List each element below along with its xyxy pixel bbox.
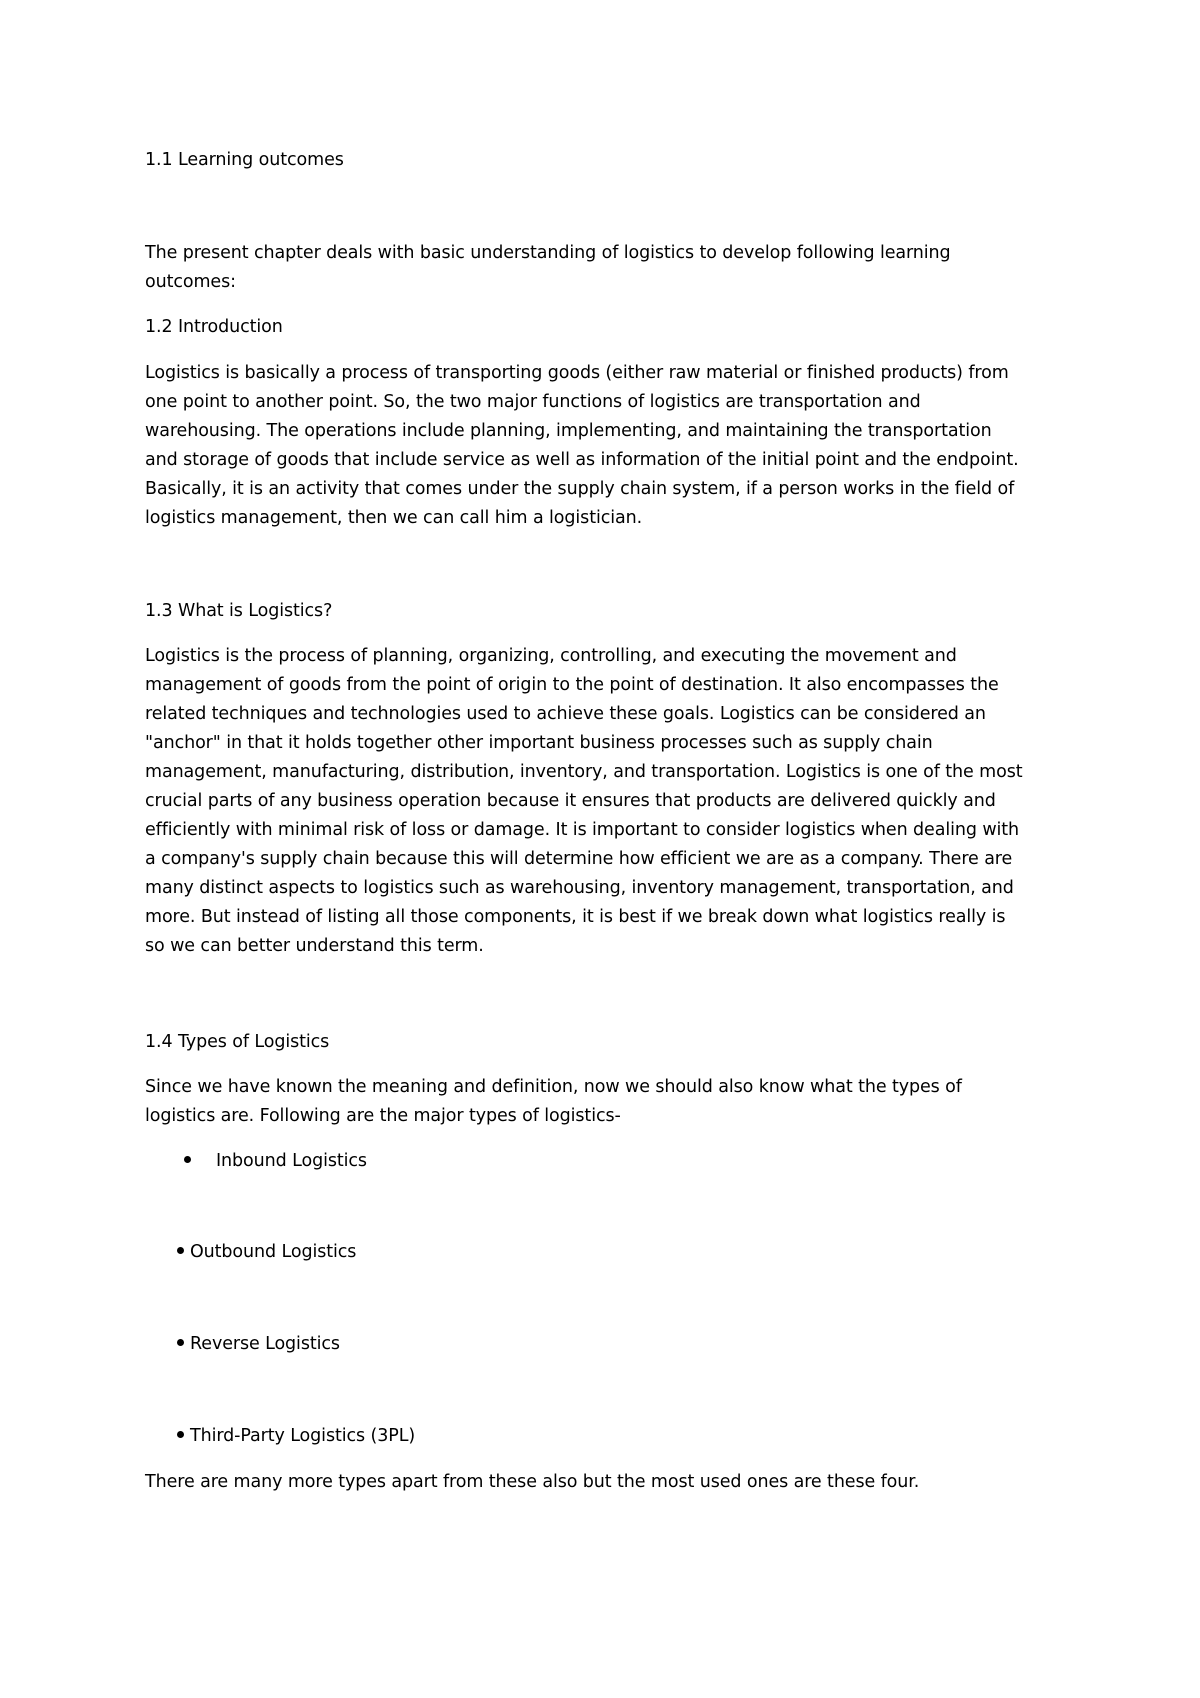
- what-is-paragraph-line-6: crucial parts of any business operation because it ensures that products are delivered quickly and: [145, 791, 996, 811]
- what-is-paragraph-line-4: "anchor" in that it holds together other important business processes such as supply chain: [145, 733, 933, 753]
- list-item: [177, 1333, 340, 1355]
- heading-introduction: 1.2 Introduction: [145, 317, 283, 337]
- closing-paragraph: There are many more types apart from these also but the most used ones are these four.: [145, 1472, 920, 1492]
- heading-types-of-logistics: 1.4 Types of Logistics: [145, 1032, 330, 1052]
- introduction-paragraph-line-2: one point to another point. So, the two major functions of logistics are transportation and: [145, 392, 921, 412]
- what-is-paragraph-line-8: a company's supply chain because this will determine how efficient we are as a company. There are: [145, 849, 1013, 869]
- what-is-paragraph-line-9: many distinct aspects to logistics such as warehousing, inventory management, transportation, and: [145, 878, 1014, 898]
- introduction-paragraph-line-4: and storage of goods that include service as well as information of the initial point and the endpoint.: [145, 450, 1019, 470]
- what-is-paragraph-line-11: so we can better understand this term.: [145, 936, 484, 956]
- what-is-paragraph-line-3: related techniques and technologies used to achieve these goals. Logistics can be considered an: [145, 704, 986, 724]
- what-is-paragraph-line-7: efficiently with minimal risk of loss or damage. It is important to consider logistics when dealing with: [145, 820, 1020, 840]
- list-item: [184, 1150, 367, 1172]
- bullet-icon: [177, 1247, 184, 1254]
- introduction-paragraph-line-3: warehousing. The operations include planning, implementing, and maintaining the transportation: [145, 421, 992, 441]
- list-item-label: Third-Party Logistics (3PL): [190, 1426, 416, 1446]
- list-item-label: Outbound Logistics: [190, 1242, 357, 1262]
- introduction-paragraph-line-6: logistics management, then we can call him a logistician.: [145, 508, 643, 528]
- introduction-paragraph-line-1: Logistics is basically a process of transporting goods (either raw material or finished products) from: [145, 363, 1009, 383]
- types-paragraph-line-2: logistics are. Following are the major types of logistics-: [145, 1106, 621, 1126]
- intro-paragraph-line-1: The present chapter deals with basic understanding of logistics to develop following learning: [145, 243, 951, 263]
- introduction-paragraph-line-5: Basically, it is an activity that comes under the supply chain system, if a person works in the field of: [145, 479, 1015, 499]
- what-is-paragraph-line-1: Logistics is the process of planning, organizing, controlling, and executing the movement and: [145, 646, 957, 666]
- list-item: [177, 1425, 415, 1447]
- bullet-icon: [184, 1156, 191, 1163]
- intro-paragraph-line-2: outcomes:: [145, 272, 236, 292]
- heading-what-is-logistics: 1.3 What is Logistics?: [145, 601, 333, 621]
- list-item: [177, 1241, 356, 1263]
- heading-learning-outcomes: 1.1 Learning outcomes: [145, 150, 344, 170]
- what-is-paragraph-line-5: management, manufacturing, distribution, inventory, and transportation. Logistics is one of the most: [145, 762, 1023, 782]
- what-is-paragraph-line-2: management of goods from the point of origin to the point of destination. It also encompasses the: [145, 675, 999, 695]
- what-is-paragraph-line-10: more. But instead of listing all those components, it is best if we break down what logistics really is: [145, 907, 1006, 927]
- types-paragraph-line-1: Since we have known the meaning and definition, now we should also know what the types of: [145, 1077, 962, 1097]
- list-item-label: Reverse Logistics: [190, 1334, 340, 1354]
- list-item-label: Inbound Logistics: [216, 1151, 367, 1171]
- bullet-icon: [177, 1339, 184, 1346]
- bullet-icon: [177, 1431, 184, 1438]
